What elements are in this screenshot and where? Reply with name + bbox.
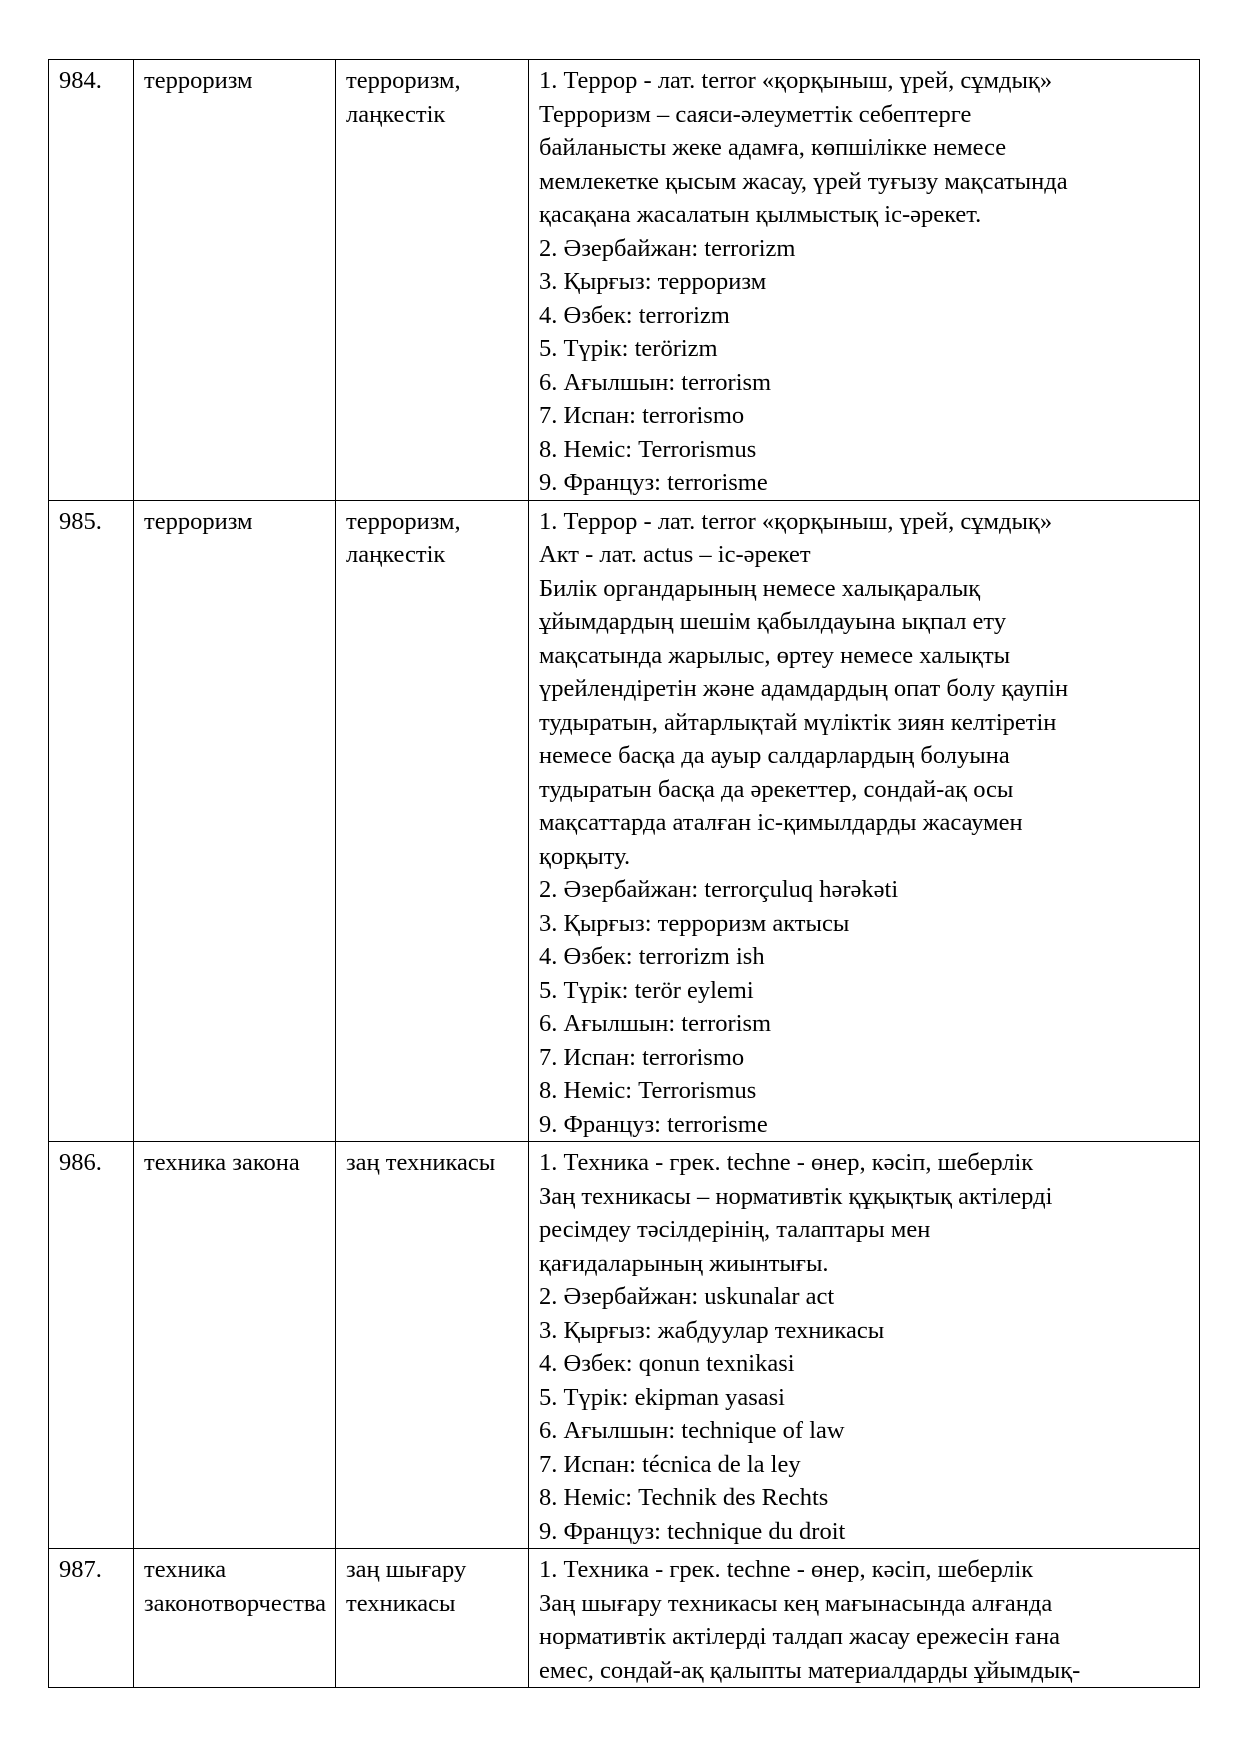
definition-line: 4. Өзбек: qonun texnikasi	[539, 1350, 795, 1377]
definition-line: 3. Қырғыз: терроризм	[539, 268, 767, 295]
definition-line: 5. Түрік: terörizm	[539, 335, 718, 362]
definition-line: 6. Ағылшын: terrorism	[539, 368, 772, 396]
definition-cell	[529, 1142, 1200, 1549]
definition-line: 7. Испан: terrorismo	[539, 402, 745, 429]
definition-line: қасақана жасалатын қылмыстық іс-әрекет.	[539, 201, 982, 228]
russian-term-cell	[134, 1142, 336, 1549]
definition-line: 2. Әзербайжан: terrorizm	[539, 234, 796, 262]
kazakh-term: заң шығару техникасы	[346, 1556, 467, 1617]
entry-number: 987.	[59, 1556, 102, 1583]
definition-line: 9. Француз: terrorisme	[539, 469, 768, 496]
definition-line: қағидаларының жиынтығы.	[539, 1249, 829, 1277]
kazakh-term-cell	[336, 1549, 529, 1688]
entry-number: 986.	[59, 1149, 102, 1176]
definition-line: 1. Техника - грек. techne - өнер, кәсіп, шеберлік	[539, 1556, 1034, 1583]
definition-line: 1. Террор - лат. terror «қорқыныш, үрей, сұмдық»	[539, 67, 1053, 94]
definition-line: қорқыту.	[539, 842, 631, 870]
definition-line: 3. Қырғыз: терроризм актысы	[539, 909, 850, 937]
definition-line: ұйымдардың шешім қабылдауына ықпал ету	[539, 608, 1007, 635]
definition-line: 1. Техника - грек. techne - өнер, кәсіп, шеберлік	[539, 1149, 1034, 1176]
russian-term: терроризм	[144, 67, 253, 94]
russian-term: техника закона	[144, 1149, 300, 1176]
table-row	[49, 1549, 1200, 1688]
definition-line: 3. Қырғыз: жабдуулар техникасы	[539, 1316, 885, 1344]
russian-term-cell	[134, 60, 336, 501]
definition-line: мақсатында жарылыс, өртеу немесе халықты	[539, 641, 1011, 669]
definition-line: тудыратын басқа да әрекеттер, сондай-ақ осы	[539, 775, 1014, 803]
russian-term-cell	[134, 1549, 336, 1688]
table-row	[49, 1142, 1200, 1549]
kazakh-term: терроризм, лаңкестік	[346, 67, 461, 128]
entry-number-cell	[49, 1549, 134, 1688]
definition-line: 5. Түрік: ekipman yasasi	[539, 1383, 785, 1411]
kazakh-term: заң техникасы	[346, 1149, 496, 1176]
definition-line: 4. Өзбек: terrorizm ish	[539, 943, 765, 970]
russian-term: техника законотворчества	[144, 1556, 327, 1617]
definition-line: нормативтік актілерді талдап жасау ережесін ғана	[539, 1623, 1060, 1650]
definition-cell	[529, 60, 1200, 501]
definition-line: 8. Неміс: Terrorismus	[539, 1077, 757, 1104]
russian-term-cell	[134, 500, 336, 1142]
entry-number: 985.	[59, 507, 102, 535]
definition-line: мақсаттарда аталған іс-қимылдарды жасаумен	[539, 809, 1023, 836]
definition-line: 1. Террор - лат. terror «қорқыныш, үрей, сұмдық»	[539, 507, 1053, 535]
definition-line: немесе басқа да ауыр салдарлардың болуына	[539, 742, 1010, 769]
definition-line: 6. Ағылшын: technique of law	[539, 1417, 845, 1444]
definition-line: Заң техникасы – нормативтік құқықтық актілерді	[539, 1182, 1053, 1210]
definition-line: 8. Неміс: Technik des Rechts	[539, 1484, 829, 1511]
definition-cell	[529, 1549, 1200, 1688]
definition-line: 2. Әзербайжан: uskunalar act	[539, 1283, 835, 1310]
definition-line: 2. Әзербайжан: terrorçuluq hərəkəti	[539, 876, 899, 903]
definition-line: емес, сондай-ақ қалыпты материалдарды ұйымдық-	[539, 1656, 1081, 1684]
table-row	[49, 60, 1200, 501]
definition-line: 6. Ағылшын: terrorism	[539, 1010, 772, 1037]
kazakh-term-cell	[336, 60, 529, 501]
dictionary-table-body	[49, 60, 1200, 1688]
definition-line: 9. Француз: technique du droit	[539, 1517, 846, 1545]
entry-number-cell	[49, 1142, 134, 1549]
definition-line: мемлекетке қысым жасау, үрей туғызу мақсатында	[539, 167, 1068, 195]
kazakh-term-cell	[336, 500, 529, 1142]
definition-cell	[529, 500, 1200, 1142]
definition-line: Заң шығару техникасы кең мағынасында алғанда	[539, 1589, 1053, 1617]
entry-number: 984.	[59, 67, 102, 94]
entry-number-cell	[49, 60, 134, 501]
kazakh-term: терроризм, лаңкестік	[346, 507, 461, 568]
definition-line: Акт - лат. actus – іс-әрекет	[539, 541, 811, 568]
definition-line: тудыратын, айтарлықтай мүліктік зиян келтіретін	[539, 708, 1057, 736]
entry-number-cell	[49, 500, 134, 1142]
definition-line: үрейлендіретін және адамдардың опат болу қаупін	[539, 675, 1069, 702]
definition-line: 4. Өзбек: terrorizm	[539, 301, 730, 329]
definition-line: 5. Түрік: terör eylemi	[539, 976, 754, 1004]
dictionary-page	[48, 59, 1199, 1688]
definition-line: 8. Неміс: Terrorismus	[539, 435, 757, 463]
table-row	[49, 500, 1200, 1142]
definition-line: Терроризм – саяси-әлеуметтік себептерге	[539, 100, 972, 128]
definition-line: 7. Испан: técnica de la ley	[539, 1450, 801, 1478]
definition-line: Билік органдарының немесе халықаралық	[539, 574, 981, 602]
definition-line: 9. Француз: terrorisme	[539, 1110, 768, 1138]
russian-term: терроризм	[144, 507, 253, 535]
definition-line: байланысты жеке адамға, көпшілікке немесе	[539, 134, 1007, 161]
definition-line: 7. Испан: terrorismo	[539, 1043, 745, 1071]
kazakh-term-cell	[336, 1142, 529, 1549]
definition-line: ресімдеу тәсілдерінің, талаптары мен	[539, 1216, 931, 1243]
dictionary-table	[48, 59, 1200, 1688]
